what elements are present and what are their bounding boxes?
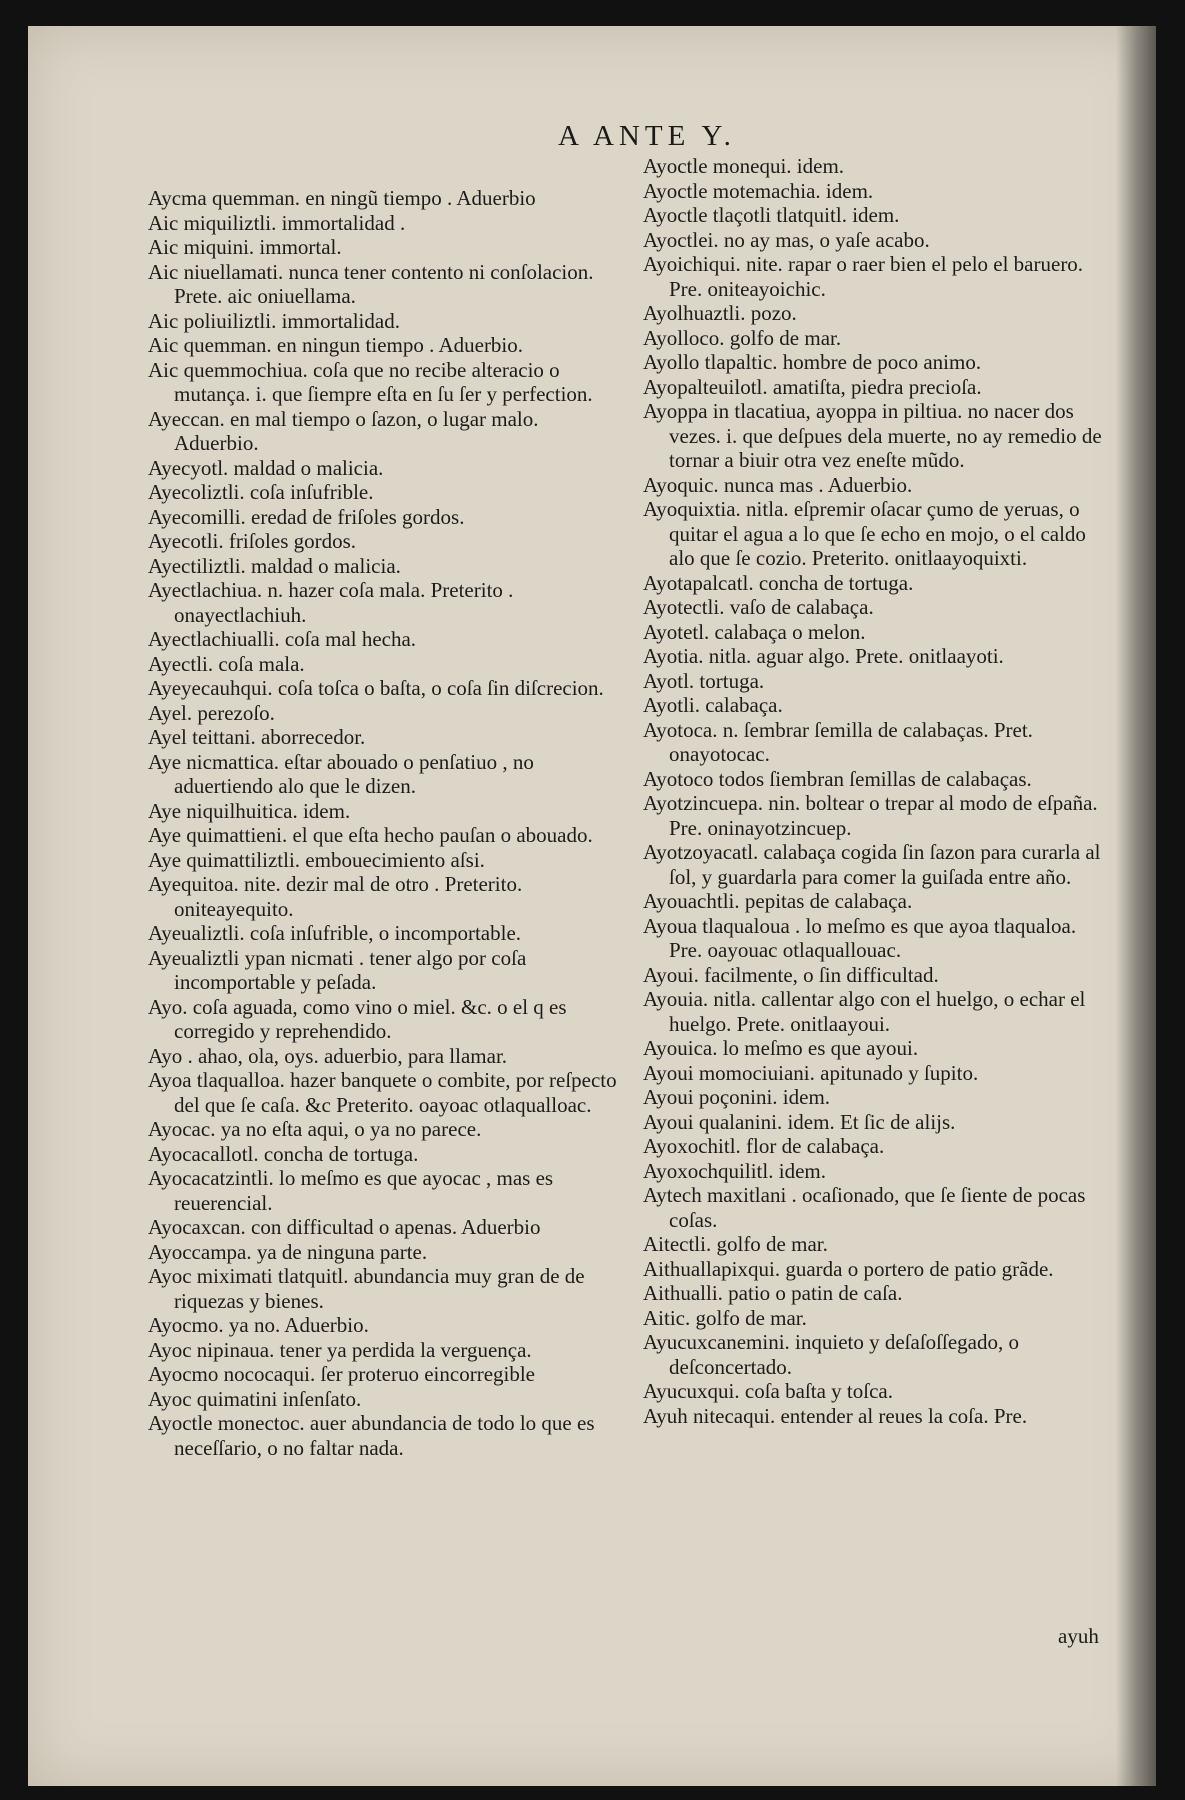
dictionary-entry: Ayoichiqui. nite. rapar o raer bien el pelo el baruero. Pre. oniteayoichic. — [643, 252, 1084, 301]
dictionary-entry: Ayoc miximati tlatquitl. abundancia muy gran de de riquezas y bienes. — [148, 1264, 585, 1313]
dictionary-entry: Ayotzoyacatl. calabaça cogida ſin ſazon para curarla al ſol, y guardarla para comer la guiſada entre año. — [643, 840, 1101, 889]
dictionary-entry: Ayecoliztli. coſa inſufrible. — [148, 480, 374, 504]
dictionary-entry: Aycma quemman. en ningũ tiempo . Aduerbio — [148, 186, 536, 210]
dictionary-entry: Ayoc nipinaua. tener ya perdida la verguença. — [148, 1337, 532, 1362]
dictionary-entry: Ayucuxcanemini. inquieto y deſaſoſſegado, o deſconcertado. — [643, 1330, 1019, 1379]
dictionary-entry: Ayollo tlapaltic. hombre de poco animo. — [643, 350, 982, 374]
dictionary-entry: Aitic. golfo de mar. — [643, 1305, 807, 1330]
dictionary-entry: Ayectlachiua. n. hazer coſa mala. Preterito . onayectlachiuh. — [148, 578, 514, 627]
dictionary-entry: Ayoppa in tlacatiua, ayoppa in piltiua. no nacer dos vezes. i. que deſpues dela muerte, no ay remedio de tornar a biuir otra vez eneſte mũdo. — [643, 399, 1102, 472]
dictionary-entry: Ayeualiztli. coſa inſufrible, o incomportable. — [148, 921, 522, 945]
dictionary-entry: Aytech maxitlani . ocaſionado, que ſe ſiente de pocas coſas. — [643, 1183, 1086, 1232]
left-column — [148, 186, 618, 1460]
page-edge-shadow — [1116, 26, 1156, 1786]
dictionary-entry: Aithuallapixqui. guarda o portero de patio grãde. — [643, 1256, 1054, 1281]
dictionary-entry: Ayoc quimatini inſenſato. — [148, 1386, 362, 1411]
dictionary-entry: Ayotoca. n. ſembrar ſemilla de calabaças. Pret. onayotocac. — [643, 717, 1033, 766]
dictionary-entry: Ayoctle tlaçotli tlatquitl. idem. — [643, 203, 900, 227]
dictionary-entry: Ayo. coſa aguada, como vino o miel. &c. o el q es corregido y reprehendido. — [148, 994, 567, 1043]
dictionary-entry: Ayuh nitecaqui. entender al reues la coſa. Pre. — [643, 1403, 1028, 1428]
dictionary-entry: Ayolloco. golfo de mar. — [643, 325, 842, 350]
dictionary-entry: Ayocmo. ya no. Aduerbio. — [148, 1313, 369, 1337]
page-header: A ANTE Y. — [558, 120, 736, 152]
dictionary-entry: Ayolhuaztli. pozo. — [643, 301, 797, 325]
dictionary-entry: Ayocacatzintli. lo meſmo es que ayocac , mas es reuerencial. — [148, 1166, 554, 1215]
manuscript-page — [28, 26, 1156, 1786]
dictionary-entry: Aic miquini. immortal. — [148, 235, 342, 259]
dictionary-entry: Ayoui qualanini. idem. Et ſic de alijs. — [643, 1109, 956, 1134]
dictionary-entry: Ayeualiztli ypan nicmati . tener algo por coſa incomportable y peſada. — [148, 945, 527, 994]
dictionary-entry: Ayecotli. friſoles gordos. — [148, 529, 357, 553]
dictionary-entry: Ayouica. lo meſmo es que ayoui. — [643, 1036, 919, 1060]
dictionary-entry: Ayoua tlaqualoua . lo meſmo es que ayoa tlaqualoa. Pre. oayouac otlaquallouac. — [643, 913, 1077, 962]
dictionary-entry: Ayectli. coſa mala. — [148, 651, 305, 676]
dictionary-entry: Aye niquilhuitica. idem. — [148, 798, 351, 823]
dictionary-entry: Ayotli. calabaça. — [643, 693, 783, 717]
dictionary-entry: Aic quemman. en ningun tiempo . Aduerbio. — [148, 333, 524, 357]
dictionary-entry: Ayecomilli. eredad de friſoles gordos. — [148, 504, 465, 529]
dictionary-entry: Ayotia. nitla. aguar algo. Prete. onitlaayoti. — [643, 644, 1004, 668]
dictionary-entry: Aye quimattiliztli. embouecimiento aſsi. — [148, 847, 485, 872]
dictionary-entry: Ayeyecauhqui. coſa toſca o baſta, o coſa ſin diſcrecion. — [148, 676, 604, 700]
dictionary-entry: Ayopalteuilotl. amatiſta, piedra precioſa. — [643, 374, 982, 399]
dictionary-entry: Ayocmo nococaqui. ſer proteruo eincorregible — [148, 1362, 536, 1386]
dictionary-entry: Ayotetl. calabaça o melon. — [643, 619, 866, 644]
dictionary-entry: Ayouachtli. pepitas de calabaça. — [643, 889, 913, 913]
dictionary-entry: Ayoctle monequi. idem. — [643, 154, 845, 178]
dictionary-entry: Ayel teittani. aborrecedor. — [148, 725, 366, 749]
dictionary-entry: Ayoccampa. ya de ninguna parte. — [148, 1239, 428, 1264]
dictionary-entry: Ayoquic. nunca mas . Aduerbio. — [643, 472, 913, 497]
dictionary-entry: Ayotl. tortuga. — [643, 668, 765, 693]
dictionary-entry: Ayocaxcan. con difficultad o apenas. Aduerbio — [148, 1215, 541, 1239]
dictionary-entry: Ayoa tlaqualloa. hazer banquete o combite, por reſpecto del que ſe caſa. &c Preterito. oayoac otlaqualloac. — [148, 1068, 617, 1117]
right-column — [643, 154, 1113, 1428]
dictionary-entry: Ayoctlei. no ay mas, o yaſe acabo. — [643, 227, 930, 252]
dictionary-entry: Ayotapalcatl. concha de tortuga. — [643, 570, 914, 595]
dictionary-entry: Aic poliuiliztli. immortalidad. — [148, 308, 400, 333]
dictionary-entry: Aithualli. patio o patin de caſa. — [643, 1281, 903, 1305]
dictionary-entry: Ayucuxqui. coſa baſta y toſca. — [643, 1379, 893, 1403]
dictionary-entry: Ayoquixtia. nitla. eſpremir oſacar çumo de yeruas, o quitar el agua a lo que ſe echo en mojo, o el caldo alo que ſe cozio. Preterito. onitlaayoquixti. — [643, 497, 1086, 570]
dictionary-entry: Ayel. perezoſo. — [148, 700, 275, 725]
dictionary-entry: Ayoctle motemachia. idem. — [643, 178, 874, 203]
dictionary-entry: Ayotectli. vaſo de calabaça. — [643, 595, 874, 619]
dictionary-entry: Ayectlachiualli. coſa mal hecha. — [148, 627, 417, 651]
dictionary-entry: Aic quemmochiua. coſa que no recibe alteracio o mutança. i. que ſiempre eſta en ſu ſer y perfection. — [148, 357, 593, 406]
dictionary-entry: Ayoui momociuiani. apitunado y ſupito. — [643, 1060, 979, 1085]
dictionary-entry: Ayotoco todos ſiembran ſemillas de calabaças. — [643, 766, 1032, 791]
dictionary-entry: Ayoxochitl. flor de calabaça. — [643, 1134, 885, 1158]
dictionary-entry: Aitectli. golfo de mar. — [643, 1232, 828, 1256]
dictionary-entry: Ayoctle monectoc. auer abundancia de todo lo que es neceſſario, o no faltar nada. — [148, 1411, 595, 1460]
dictionary-entry: Aye quimattieni. el que eſta hecho pauſan o abouado. — [148, 823, 593, 847]
dictionary-entry: Ayotzincuepa. nin. boltear o trepar al modo de eſpaña. Pre. oninayotzincuep. — [643, 791, 1098, 840]
dictionary-entry: Ayoui poçonini. idem. — [643, 1085, 831, 1109]
dictionary-entry: Ayecyotl. maldad o malicia. — [148, 455, 384, 480]
dictionary-entry: Aye nicmattica. eſtar abouado o penſatiuo , no aduertiendo alo que le dizen. — [148, 749, 534, 798]
dictionary-entry: Ayoxochquilitl. idem. — [643, 1158, 826, 1183]
dictionary-entry: Ayo . ahao, ola, oys. aduerbio, para llamar. — [148, 1043, 508, 1068]
dictionary-entry: Ayectiliztli. maldad o malicia. — [148, 553, 401, 578]
catchword: ayuh — [1058, 1624, 1099, 1648]
dictionary-entry: Ayocac. ya no eſta aqui, o ya no parece. — [148, 1117, 482, 1141]
dictionary-entry: Ayeccan. en mal tiempo o ſazon, o lugar malo. Aduerbio. — [148, 406, 539, 455]
dictionary-entry: Ayoui. facilmente, o ſin difficultad. — [643, 962, 939, 987]
dictionary-entry: Ayequitoa. nite. dezir mal de otro . Preterito. oniteayequito. — [148, 872, 523, 921]
dictionary-entry: Aic miquiliztli. immortalidad . — [148, 210, 406, 235]
dictionary-entry: Ayouia. nitla. callentar algo con el huelgo, o echar el huelgo. Prete. onitlaayoui. — [643, 987, 1086, 1036]
dictionary-entry: Ayocacallotl. concha de tortuga. — [148, 1141, 419, 1166]
dictionary-entry: Aic niuellamati. nunca tener contento ni conſolacion. Prete. aic oniuellama. — [148, 259, 594, 308]
